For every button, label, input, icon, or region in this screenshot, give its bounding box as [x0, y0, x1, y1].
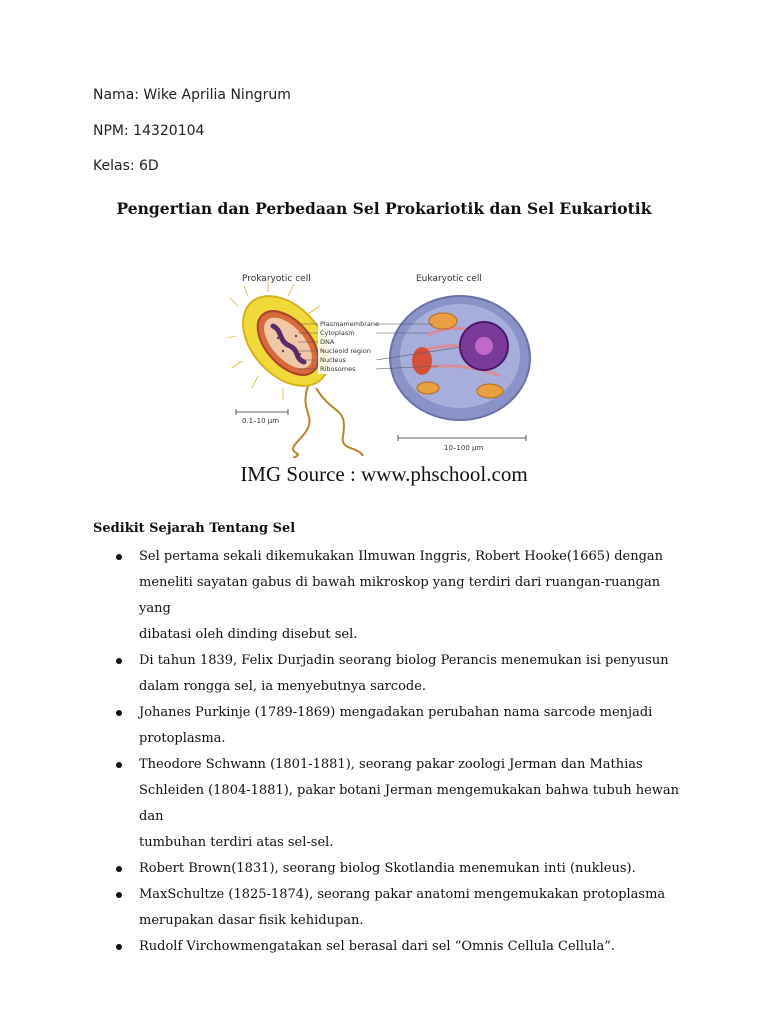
history-item-line: Rudolf Virchowmengatakan sel berasal dari sel “Omnis Cellula Cellula”. — [139, 939, 616, 954]
history-item-line: dibatasi oleh dinding disebut sel. — [139, 627, 358, 642]
history-item-line: tumbuhan terdiri atas sel-sel. — [139, 835, 334, 850]
label-cytoplasm: Cytoplasm — [320, 329, 355, 337]
history-item-line: Schleiden (1804-1881), pakar botani Jerman mengemukakan bahwa tubuh hewan dan — [139, 783, 680, 824]
bullet-dot-icon — [116, 658, 122, 664]
student-npm: NPM: 14320104 — [93, 123, 205, 139]
label-dna: DNA — [320, 338, 335, 346]
bullet-dot-icon — [116, 762, 122, 768]
bullet-dot-icon — [116, 710, 122, 716]
eukaryotic-cell-label: Eukaryotic cell — [416, 274, 482, 284]
history-heading: Sedikit Sejarah Tentang Sel — [93, 521, 296, 536]
history-list — [93, 544, 693, 960]
history-list-item — [93, 700, 693, 752]
history-item-line: MaxSchultze (1825-1874), seorang pakar anatomi mengemukakan protoplasma — [139, 887, 666, 902]
history-list-item — [93, 856, 693, 882]
student-name: Nama: Wike Aprilia Ningrum — [93, 87, 291, 103]
prokaryotic-scale-label: 0.1–10 μm — [242, 417, 280, 425]
student-class: Kelas: 6D — [93, 158, 159, 174]
history-item-line: Sel pertama sekali dikemukakan Ilmuwan Inggris, Robert Hooke(1665) dengan — [139, 549, 664, 564]
history-list-item — [93, 648, 693, 700]
eukaryotic-scale-bar — [398, 435, 526, 452]
bullet-dot-icon — [116, 554, 122, 560]
history-item-line: meneliti sayatan gabus di bawah mikroskop yang terdiri dari ruangan-ruangan yang — [139, 575, 661, 616]
history-list-item — [93, 544, 693, 648]
history-item-line: Johanes Purkinje (1789-1869) mengadakan perubahan nama sarcode menjadi — [139, 705, 653, 720]
prokaryotic-scale-bar — [236, 409, 288, 425]
bullet-dot-icon — [116, 866, 122, 872]
history-list-item — [93, 934, 693, 960]
history-item-line: Theodore Schwann (1801-1881), seorang pakar zoologi Jerman dan Mathias — [139, 757, 643, 772]
cell-comparison-figure — [228, 266, 540, 458]
bullet-dot-icon — [116, 892, 122, 898]
history-list-item — [93, 752, 693, 856]
history-item-line: Di tahun 1839, Felix Durjadin seorang biolog Perancis menemukan isi penyusun — [139, 653, 669, 668]
history-item-line: dalam rongga sel, ia menyebutnya sarcode. — [139, 679, 427, 694]
label-nucleoid-region: Nucleoid region — [320, 347, 371, 355]
history-item-line: Robert Brown(1831), seorang biolog Skotlandia menemukan inti (nukleus). — [139, 861, 636, 876]
image-source-caption: IMG Source : www.phschool.com — [240, 462, 528, 486]
history-item-line: merupakan dasar fisik kehidupan. — [139, 913, 364, 928]
history-list-item — [93, 882, 693, 934]
eukaryotic-scale-label: 10–100 μm — [444, 444, 484, 452]
document-title: Pengertian dan Perbedaan Sel Prokariotik dan Sel Eukariotik — [116, 199, 652, 218]
label-plasmamembrane: Plasmamembrane — [320, 320, 379, 328]
label-nucleus: Nucleus — [320, 356, 346, 364]
bullet-dot-icon — [116, 944, 122, 950]
eukaryotic-cell-illustration — [390, 296, 530, 420]
history-item-line: protoplasma. — [139, 731, 226, 746]
label-ribosomes: Ribosomes — [320, 365, 356, 373]
prokaryotic-cell-label: Prokaryotic cell — [242, 274, 311, 284]
